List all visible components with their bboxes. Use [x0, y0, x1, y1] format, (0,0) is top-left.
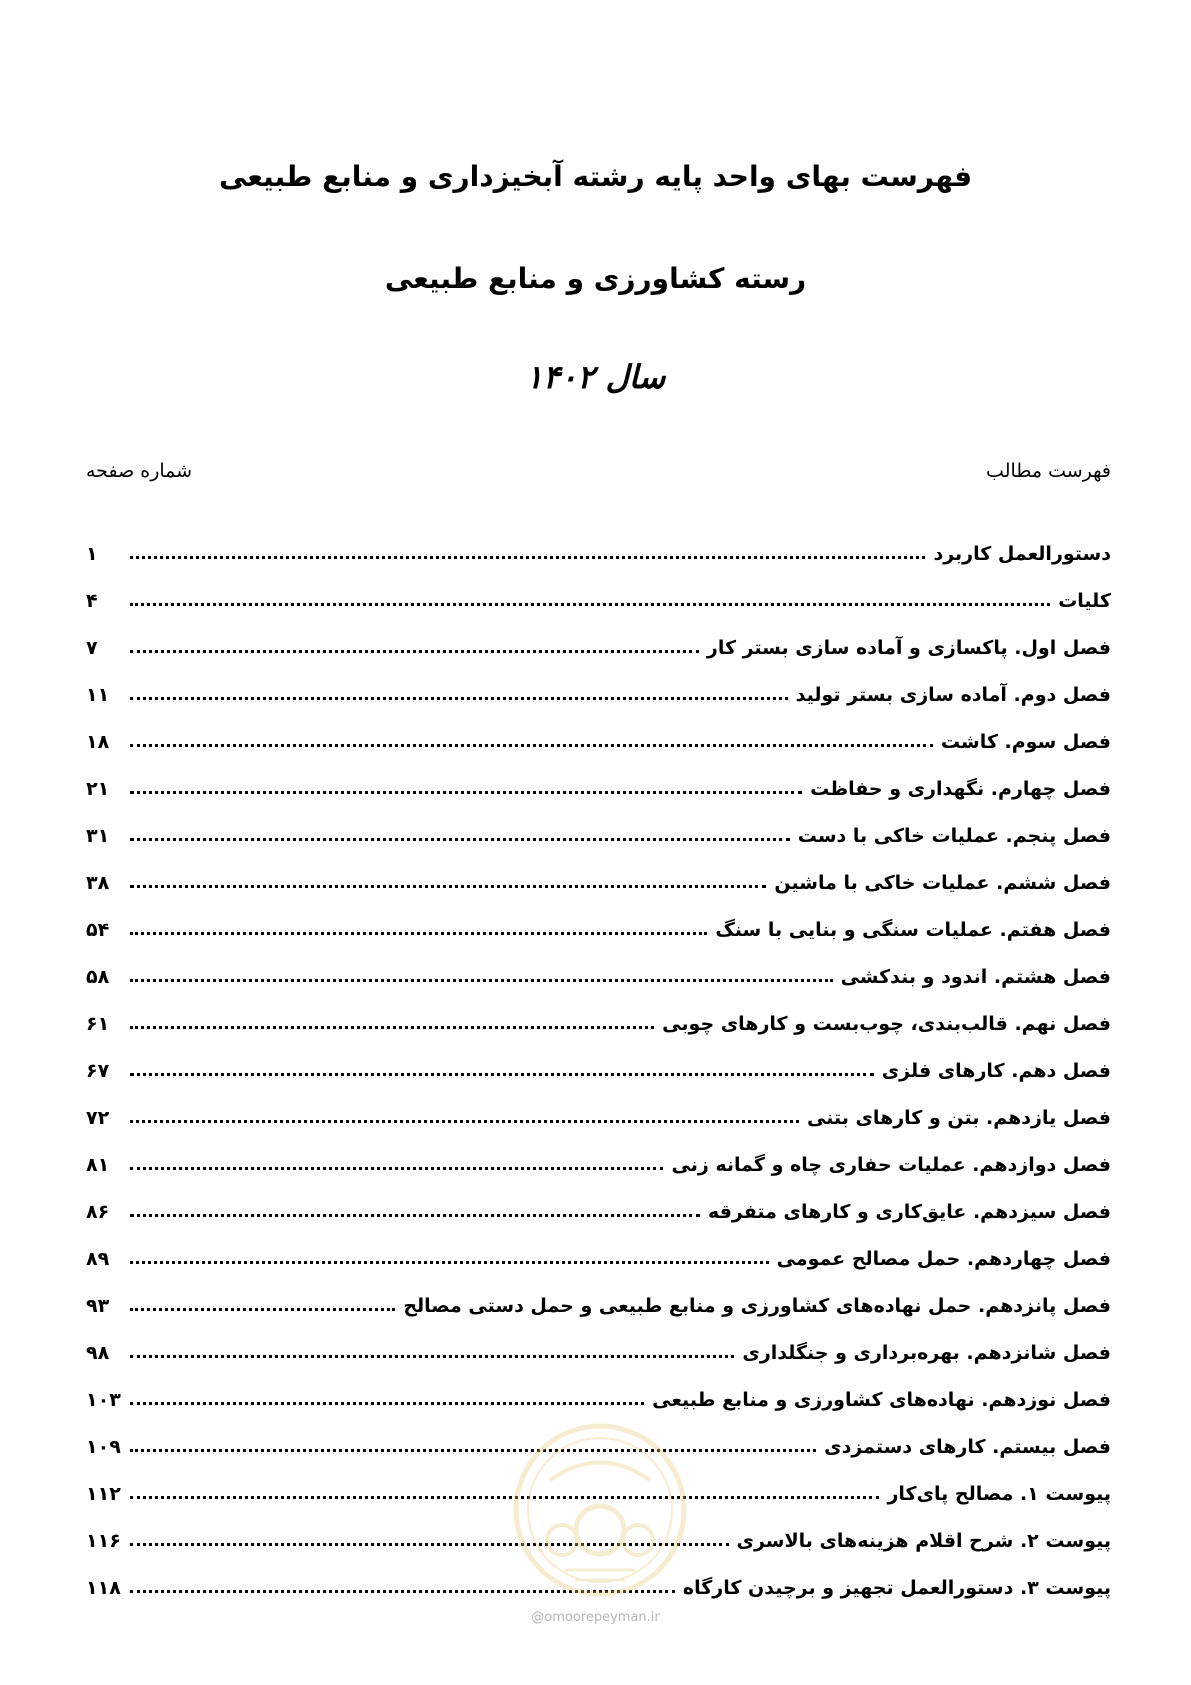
page-number-heading: شماره صفحه [86, 460, 193, 482]
dot-leader [130, 791, 802, 794]
toc-entry[interactable] [86, 847, 1111, 894]
watermark-url: @omoorepeyman.ir [531, 1610, 660, 1625]
dot-leader [130, 1026, 654, 1029]
dot-leader [130, 1355, 734, 1358]
toc-entry-label: فصل شانزدهم. بهره‌برداری و جنگلداری [742, 1342, 1111, 1364]
toc-entry-page: ۱۰۳ [86, 1389, 121, 1411]
contents-heading: فهرست مطالب [986, 460, 1111, 482]
toc-entry-label: فصل نهم. قالب‌بندی، چوب‌بست و کارهای چوبی [662, 1013, 1111, 1035]
toc-entry[interactable] [86, 1129, 1111, 1176]
toc-entry-page: ۱۰۹ [86, 1436, 121, 1458]
dot-leader [130, 1308, 395, 1311]
toc-entry[interactable] [86, 659, 1111, 706]
toc-entry[interactable] [86, 1082, 1111, 1129]
document-year: سال ۱۴۰۲ [525, 358, 666, 396]
toc-entry-label: فصل نوزدهم. نهاده‌های کشاورزی و منابع طبیعی [652, 1389, 1111, 1411]
toc-entry-label: دستورالعمل کاربرد [933, 543, 1111, 565]
dot-leader [130, 838, 790, 841]
toc-entry[interactable] [86, 518, 1111, 565]
toc-entry-label: فصل سوم. کاشت [940, 731, 1111, 753]
dot-leader [130, 1449, 816, 1452]
toc-entry-page: ۱۱۶ [86, 1530, 121, 1552]
toc-entry-page: ۷۲ [86, 1107, 110, 1129]
toc-entry[interactable] [86, 1223, 1111, 1270]
toc-entry-label: پیوست ۳. دستورالعمل تجهیز و برچیدن کارگاه [682, 1577, 1111, 1599]
dot-leader [130, 1261, 769, 1264]
toc-entry-page: ۳۸ [86, 872, 110, 894]
dot-leader [130, 979, 833, 982]
toc-entry[interactable] [86, 800, 1111, 847]
toc-entry[interactable] [86, 988, 1111, 1035]
toc-entry-page: ۹۳ [86, 1295, 110, 1317]
toc-entry-page: ۱۱ [86, 684, 110, 706]
toc-entry-label: فصل یازدهم. بتن و کارهای بتنی [807, 1107, 1111, 1129]
dot-leader [130, 744, 933, 747]
toc-entry-label: کلیات [1058, 590, 1111, 612]
toc-entry-label: فصل دهم. کارهای فلزی [881, 1060, 1111, 1082]
toc-entry-page: ۵۸ [86, 966, 110, 988]
toc-entry-page: ۵۴ [86, 919, 110, 941]
dot-leader [130, 697, 788, 700]
toc-entry-page: ۹۸ [86, 1342, 110, 1364]
toc-entry-label: پیوست ۱. مصالح پای‌کار [887, 1483, 1111, 1505]
toc-entry-label: پیوست ۲. شرح اقلام هزینه‌های بالاسری [736, 1530, 1111, 1552]
document-subtitle: رسته کشاورزی و منابع طبیعی [384, 262, 807, 295]
toc-entry-label: فصل سیزدهم. عایق‌کاری و کارهای متفرقه [707, 1201, 1111, 1223]
dot-leader [130, 603, 1050, 606]
toc-entry-page: ۸۱ [86, 1154, 110, 1176]
toc-entry-label: فصل دوم. آماده سازی بستر تولید [795, 684, 1111, 706]
toc-entry-page: ۶۱ [86, 1013, 110, 1035]
dot-leader [130, 932, 707, 935]
toc-entry-page: ۲۱ [86, 778, 110, 800]
toc-entry[interactable] [86, 612, 1111, 659]
dot-leader [130, 885, 766, 888]
dot-leader [130, 1496, 879, 1499]
toc-entry-page: ۱۱۸ [86, 1577, 121, 1599]
toc-entry[interactable] [86, 1035, 1111, 1082]
toc-entry[interactable] [86, 1317, 1111, 1364]
dot-leader [130, 1167, 663, 1170]
toc-entry[interactable] [86, 1364, 1111, 1411]
toc-entry-page: ۷ [86, 637, 98, 659]
toc-entry-label: فصل هفتم. عملیات سنگی و بنایی با سنگ [715, 919, 1111, 941]
toc-entry-page: ۴ [86, 590, 98, 612]
watermark-seal-icon [510, 1420, 690, 1600]
toc-entry-page: ۱ [86, 543, 98, 565]
toc-entry[interactable] [86, 1270, 1111, 1317]
toc-entry-label: فصل ششم. عملیات خاکی با ماشین [774, 872, 1111, 894]
toc-entry[interactable] [86, 1176, 1111, 1223]
toc-entry-page: ۸۹ [86, 1248, 110, 1270]
dot-leader [130, 1214, 700, 1217]
dot-leader [130, 1120, 799, 1123]
toc-entry-label: فصل اول. پاکسازی و آماده سازی بستر کار [706, 637, 1111, 659]
toc-entry-page: ۶۷ [86, 1060, 110, 1082]
toc-entry[interactable] [86, 753, 1111, 800]
toc-entry-page: ۱۱۲ [86, 1483, 121, 1505]
toc-entry-page: ۱۸ [86, 731, 110, 753]
document-title: فهرست بهای واحد پایه رشته آبخیزداری و منابع طبیعی [218, 160, 973, 193]
toc-entry-page: ۸۶ [86, 1201, 110, 1223]
dot-leader [130, 650, 699, 653]
toc-entry[interactable] [86, 894, 1111, 941]
toc-entry-label: فصل پنجم. عملیات خاکی با دست [797, 825, 1111, 847]
dot-leader [130, 556, 925, 559]
toc-entry-page: ۳۱ [86, 825, 110, 847]
toc-entry-label: فصل پانزدهم. حمل نهاده‌های کشاورزی و منابع طبیعی و حمل دستی مصالح [403, 1295, 1111, 1317]
toc-entry-label: فصل چهاردهم. حمل مصالح عمومی [776, 1248, 1111, 1270]
toc-entry-label: فصل چهارم. نگهداری و حفاظت [810, 778, 1111, 800]
toc-entry[interactable] [86, 565, 1111, 612]
dot-leader [130, 1402, 644, 1405]
toc-entry-label: فصل هشتم. اندود و بندکشی [840, 966, 1111, 988]
toc-entry[interactable] [86, 941, 1111, 988]
toc-entry[interactable] [86, 706, 1111, 753]
toc-entry-label: فصل دوازدهم. عملیات حفاری چاه و گمانه زنی [671, 1154, 1111, 1176]
toc-entry-label: فصل بیستم. کارهای دستمزدی [824, 1436, 1111, 1458]
dot-leader [130, 1073, 874, 1076]
